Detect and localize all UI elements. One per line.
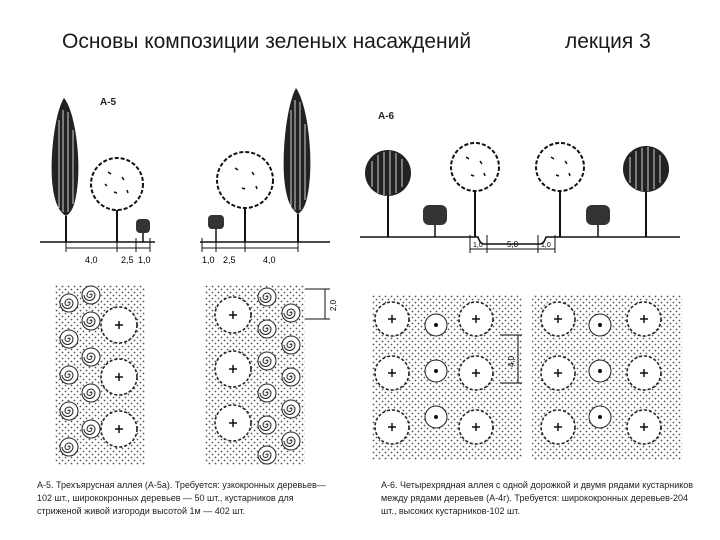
plan-left-rows <box>375 302 493 444</box>
tall-shrub <box>423 205 447 225</box>
figure-label-a5: А-5 <box>100 97 117 108</box>
broad-crown-tree <box>536 143 584 237</box>
tall-shrub <box>586 205 610 225</box>
broad-crown-tree <box>91 158 143 242</box>
a6-elevation-drawing <box>350 95 690 270</box>
a5-elevation-drawing <box>30 80 350 270</box>
broad-crown-tree <box>623 146 669 237</box>
hedge-shrub <box>136 219 150 233</box>
dimension-label: 1,0 <box>541 242 551 249</box>
figure-label-a6: А-6 <box>378 111 395 122</box>
dimension-label: 1,0 <box>473 242 483 249</box>
dimension-label: 2,5 <box>223 255 236 265</box>
broad-crown-tree <box>217 152 273 242</box>
a6-plan-drawing <box>372 295 692 460</box>
caption-a6: А-6. Четырехрядная аллея с одной дорожкой и двумя рядами кустарников между рядами деревьев (А-4г). Требуется: ширококронных деревьев-204 шт., высоких кустарников-102 шт. <box>381 480 694 516</box>
narrow-crown-tree <box>284 88 311 242</box>
hedge-shrub <box>208 215 224 229</box>
dimension-label: 4,0 <box>263 255 276 265</box>
caption-a5: А-5. Трехъярусная аллея (А-5а). Требуется: узкокронных деревьев— 102 шт., ширококронных деревьев — 50 шт., кустарников для стриженой живой изгороди высотой 1м — 402 шт. <box>37 480 326 516</box>
dimension-label: 4,0 <box>85 255 98 265</box>
plan-right-rows <box>541 302 661 444</box>
dimension-label: 2,5 <box>121 255 134 265</box>
dimension-label: 4,0 <box>507 355 516 367</box>
lecture-label: лекция 3 <box>565 30 651 53</box>
dimension-label: 2,0 <box>329 299 338 311</box>
page-title: Основы композиции зеленых насаждений <box>62 30 472 53</box>
dimension-label: 5,0 <box>507 240 519 249</box>
dimension-label: 1,0 <box>138 255 151 265</box>
broad-crown-tree <box>451 143 499 237</box>
a5-plan-drawing <box>55 285 345 465</box>
narrow-crown-tree <box>52 98 79 242</box>
dimension-label: 1,0 <box>202 255 215 265</box>
broad-crown-tree <box>365 150 411 237</box>
